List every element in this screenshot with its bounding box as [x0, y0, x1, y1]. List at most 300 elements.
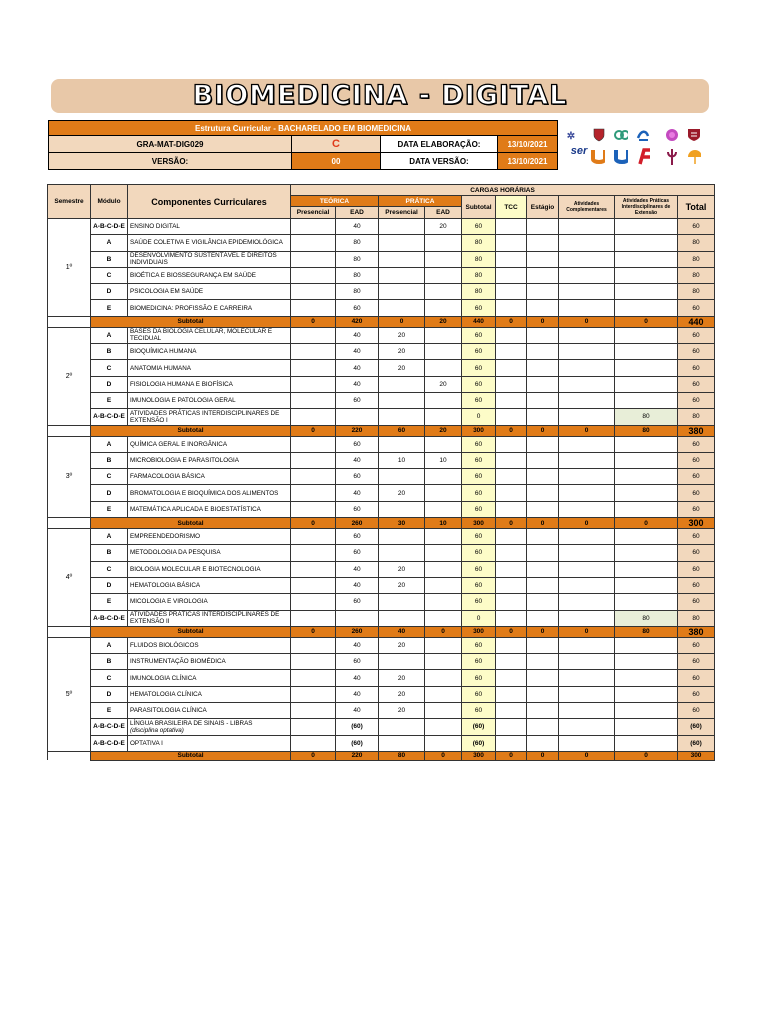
- pratica-presencial-cell: [379, 376, 425, 392]
- module-cell: D: [91, 284, 128, 300]
- subtotal-spacer: [48, 518, 91, 529]
- total-cell: 60: [678, 436, 715, 452]
- structure-title: Estrutura Curricular - BACHARELADO EM BIOMEDICINA: [49, 121, 558, 136]
- atividades-cell: [559, 267, 615, 283]
- teorica-presencial-cell: [291, 545, 336, 561]
- pratica-ead-cell: [425, 360, 462, 376]
- total-cell: 60: [678, 300, 715, 316]
- teorica-ead-cell: 40: [336, 219, 379, 235]
- table-row: [48, 719, 715, 735]
- module-cell: A: [91, 436, 128, 452]
- col-atividades: Atividades Complementares: [559, 196, 615, 219]
- module-cell: E: [91, 300, 128, 316]
- teorica-presencial-cell: [291, 452, 336, 468]
- total-cell: 60: [678, 219, 715, 235]
- tcc-cell: [496, 501, 527, 517]
- teorica-ead-cell: 80: [336, 235, 379, 251]
- teorica-ead-cell: 80: [336, 284, 379, 300]
- component-name: FISIOLOGIA HUMANA E BIOFÍSICA: [128, 376, 291, 392]
- module-cell: A: [91, 529, 128, 545]
- atividades-cell: [559, 344, 615, 360]
- teorica-ead-cell: 60: [336, 545, 379, 561]
- pratica-ead-cell: [425, 594, 462, 610]
- table-row: [48, 561, 715, 577]
- module-cell: D: [91, 577, 128, 593]
- col-componentes: Componentes Curriculares: [128, 185, 291, 219]
- component-name: EMPREENDEDORISMO: [128, 529, 291, 545]
- subtotal-est: 0: [527, 425, 559, 436]
- col-subtotal: Subtotal: [462, 196, 496, 219]
- col-semestre: Semestre: [48, 185, 91, 219]
- subtotal-row: [48, 751, 715, 760]
- teorica-presencial-cell: [291, 735, 336, 751]
- subtotal-cell: (60): [462, 735, 496, 751]
- atividades-cell: [559, 376, 615, 392]
- subtotal-label: Subtotal: [91, 626, 291, 637]
- table-row: [48, 703, 715, 719]
- teorica-presencial-cell: [291, 284, 336, 300]
- extensao-cell: [615, 251, 678, 267]
- pratica-presencial-cell: 20: [379, 670, 425, 686]
- tcc-cell: [496, 300, 527, 316]
- pratica-presencial-cell: [379, 251, 425, 267]
- pratica-ead-cell: [425, 686, 462, 702]
- teorica-ead-cell: 40: [336, 686, 379, 702]
- table-row: [48, 219, 715, 235]
- extensao-cell: [615, 327, 678, 343]
- subtotal-cell: 60: [462, 654, 496, 670]
- extensao-cell: [615, 637, 678, 653]
- pratica-presencial-cell: 20: [379, 360, 425, 376]
- table-row: [48, 735, 715, 751]
- subtotal-cell: (60): [462, 719, 496, 735]
- atividades-cell: [559, 670, 615, 686]
- subtotal-est: 0: [527, 751, 559, 760]
- subtotal-p1: 0: [291, 316, 336, 327]
- pratica-presencial-cell: [379, 267, 425, 283]
- component-name: PARASITOLOGIA CLÍNICA: [128, 703, 291, 719]
- tcc-cell: [496, 344, 527, 360]
- subtotal-e2: 0: [425, 751, 462, 760]
- teorica-presencial-cell: [291, 637, 336, 653]
- table-row: [48, 376, 715, 392]
- total-cell: 60: [678, 686, 715, 702]
- pratica-ead-cell: [425, 284, 462, 300]
- col-teorica-presencial: Presencial: [291, 207, 336, 219]
- atividades-cell: [559, 360, 615, 376]
- module-cell: C: [91, 561, 128, 577]
- teorica-presencial-cell: [291, 594, 336, 610]
- extensao-cell: [615, 686, 678, 702]
- estagio-cell: [527, 670, 559, 686]
- component-name: BROMATOLOGIA E BIOQUÍMICA DOS ALIMENTOS: [128, 485, 291, 501]
- component-name: QUÍMICA GERAL E INORGÂNICA: [128, 436, 291, 452]
- atividades-cell: [559, 485, 615, 501]
- col-pratica: PRÁTICA: [379, 196, 462, 207]
- atividades-cell: [559, 545, 615, 561]
- subtotal-est: 0: [527, 316, 559, 327]
- module-cell: A-B-C-D-E: [91, 219, 128, 235]
- table-row: [48, 610, 715, 626]
- total-cell: 60: [678, 344, 715, 360]
- extensao-cell: [615, 469, 678, 485]
- estagio-cell: [527, 485, 559, 501]
- subtotal-tcc: 0: [496, 518, 527, 529]
- subtotal-cell: 60: [462, 327, 496, 343]
- pratica-presencial-cell: [379, 719, 425, 735]
- subtotal-sub: 440: [462, 316, 496, 327]
- tcc-cell: [496, 251, 527, 267]
- component-name: MICROBIOLOGIA E PARASITOLOGIA: [128, 452, 291, 468]
- subtotal-e2: 20: [425, 425, 462, 436]
- table-row: [48, 284, 715, 300]
- subtotal-cell: 80: [462, 267, 496, 283]
- atividades-cell: [559, 235, 615, 251]
- estagio-cell: [527, 501, 559, 517]
- subtotal-cell: 60: [462, 637, 496, 653]
- tcc-cell: [496, 735, 527, 751]
- pratica-presencial-cell: [379, 529, 425, 545]
- pratica-presencial-cell: 20: [379, 485, 425, 501]
- partner-logos: [561, 124, 711, 172]
- pratica-presencial-cell: [379, 235, 425, 251]
- pratica-ead-cell: [425, 235, 462, 251]
- subtotal-p2: 0: [379, 316, 425, 327]
- atividades-cell: [559, 735, 615, 751]
- subtotal-tcc: 0: [496, 316, 527, 327]
- extensao-cell: [615, 529, 678, 545]
- subtotal-cell: 80: [462, 251, 496, 267]
- table-row: [48, 469, 715, 485]
- module-cell: B: [91, 251, 128, 267]
- umbrella-logo: [687, 150, 701, 164]
- subtotal-cell: 60: [462, 529, 496, 545]
- teorica-presencial-cell: [291, 436, 336, 452]
- f-logo: [636, 150, 650, 164]
- pratica-presencial-cell: 20: [379, 561, 425, 577]
- component-name: IMUNOLOGIA E PATOLOGIA GERAL: [128, 392, 291, 408]
- extensao-cell: [615, 376, 678, 392]
- col-pratica-presencial: Presencial: [379, 207, 425, 219]
- estagio-cell: [527, 529, 559, 545]
- module-cell: C: [91, 267, 128, 283]
- module-cell: E: [91, 703, 128, 719]
- pratica-presencial-cell: [379, 545, 425, 561]
- component-name: PSICOLOGIA EM SAÚDE: [128, 284, 291, 300]
- subtotal-total: 380: [678, 425, 715, 436]
- tcc-cell: [496, 469, 527, 485]
- atividades-cell: [559, 284, 615, 300]
- subtotal-cell: 60: [462, 670, 496, 686]
- tcc-cell: [496, 267, 527, 283]
- pratica-presencial-cell: [379, 594, 425, 610]
- subtotal-cell: 60: [462, 392, 496, 408]
- subtotal-spacer: [48, 626, 91, 637]
- teorica-presencial-cell: [291, 344, 336, 360]
- component-name: IMUNOLOGIA CLÍNICA: [128, 670, 291, 686]
- pratica-presencial-cell: [379, 501, 425, 517]
- tcc-cell: [496, 284, 527, 300]
- col-tcc: TCC: [496, 196, 527, 219]
- extensao-cell: [615, 561, 678, 577]
- subtotal-e1: 260: [336, 626, 379, 637]
- teorica-ead-cell: 40: [336, 360, 379, 376]
- subtotal-e2: 0: [425, 626, 462, 637]
- teorica-presencial-cell: [291, 300, 336, 316]
- subtotal-atv: 0: [559, 425, 615, 436]
- subtotal-cell: 60: [462, 686, 496, 702]
- subtotal-p2: 30: [379, 518, 425, 529]
- component-name: ANATOMIA HUMANA: [128, 360, 291, 376]
- subtotal-e2: 20: [425, 316, 462, 327]
- estagio-cell: [527, 469, 559, 485]
- atividades-cell: [559, 529, 615, 545]
- total-cell: 60: [678, 327, 715, 343]
- subtotal-ext: 0: [615, 751, 678, 760]
- pratica-presencial-cell: 20: [379, 703, 425, 719]
- subtotal-e1: 260: [336, 518, 379, 529]
- pratica-presencial-cell: [379, 409, 425, 425]
- estagio-cell: [527, 577, 559, 593]
- total-cell: (60): [678, 735, 715, 751]
- pratica-presencial-cell: [379, 219, 425, 235]
- extensao-cell: [615, 436, 678, 452]
- subtotal-cell: 80: [462, 235, 496, 251]
- pratica-presencial-cell: [379, 735, 425, 751]
- estagio-cell: [527, 392, 559, 408]
- crown-logo: [665, 150, 679, 164]
- teorica-ead-cell: 60: [336, 594, 379, 610]
- table-row: [48, 267, 715, 283]
- atividades-cell: [559, 577, 615, 593]
- module-cell: E: [91, 501, 128, 517]
- teorica-presencial-cell: [291, 485, 336, 501]
- subtotal-e1: 220: [336, 751, 379, 760]
- semester-label: 2º: [48, 327, 91, 425]
- estagio-cell: [527, 703, 559, 719]
- atividades-cell: [559, 703, 615, 719]
- component-name: BIOÉTICA E BIOSSEGURANÇA EM SAÚDE: [128, 267, 291, 283]
- table-row: [48, 637, 715, 653]
- estagio-cell: [527, 686, 559, 702]
- document-code-letter: C: [292, 136, 381, 153]
- teorica-ead-cell: 60: [336, 469, 379, 485]
- pratica-ead-cell: [425, 436, 462, 452]
- teorica-ead-cell: 40: [336, 344, 379, 360]
- total-cell: 60: [678, 452, 715, 468]
- subtotal-cell: 0: [462, 610, 496, 626]
- atividades-cell: [559, 719, 615, 735]
- teorica-presencial-cell: [291, 529, 336, 545]
- subtotal-e2: 10: [425, 518, 462, 529]
- teorica-presencial-cell: [291, 376, 336, 392]
- component-name: BIOQUÍMICA HUMANA: [128, 344, 291, 360]
- component-name: LÍNGUA BRASILEIRA DE SINAIS - LIBRAS (disciplina optativa): [128, 719, 291, 735]
- module-cell: D: [91, 686, 128, 702]
- subtotal-sub: 300: [462, 751, 496, 760]
- subtotal-atv: 0: [559, 518, 615, 529]
- total-cell: 80: [678, 235, 715, 251]
- subtotal-p1: 0: [291, 751, 336, 760]
- subtotal-cell: 60: [462, 485, 496, 501]
- pratica-ead-cell: [425, 409, 462, 425]
- subtotal-ext: 80: [615, 626, 678, 637]
- total-cell: 80: [678, 267, 715, 283]
- tcc-cell: [496, 545, 527, 561]
- atividades-cell: [559, 469, 615, 485]
- teorica-ead-cell: 40: [336, 561, 379, 577]
- subtotal-cell: 60: [462, 219, 496, 235]
- col-teorica: TEÓRICA: [291, 196, 379, 207]
- subtotal-atv: 0: [559, 626, 615, 637]
- subtotal-p2: 60: [379, 425, 425, 436]
- extensao-cell: [615, 219, 678, 235]
- tcc-cell: [496, 686, 527, 702]
- tcc-cell: [496, 670, 527, 686]
- component-note: (disciplina optativa): [130, 726, 184, 734]
- component-name: SAÚDE COLETIVA E VIGILÂNCIA EPIDEMIOLÓGICA: [128, 235, 291, 251]
- tcc-cell: [496, 392, 527, 408]
- subtotal-cell: 60: [462, 469, 496, 485]
- table-row: [48, 344, 715, 360]
- teorica-presencial-cell: [291, 670, 336, 686]
- subtotal-p2: 40: [379, 626, 425, 637]
- estagio-cell: [527, 360, 559, 376]
- subtotal-ext: 0: [615, 316, 678, 327]
- star-logo: ✲: [566, 130, 576, 142]
- elaboration-date: 13/10/2021: [498, 136, 558, 153]
- total-cell: 60: [678, 501, 715, 517]
- subtotal-total: 300: [678, 518, 715, 529]
- title-banner: [51, 79, 709, 113]
- component-name: ATIVIDADES PRÁTICAS INTERDISCIPLINARES DE EXTENSÃO I: [128, 409, 291, 425]
- table-row: [48, 654, 715, 670]
- pratica-presencial-cell: [379, 436, 425, 452]
- subtotal-row: [48, 425, 715, 436]
- module-cell: C: [91, 469, 128, 485]
- subtotal-ext: 80: [615, 425, 678, 436]
- estagio-cell: [527, 594, 559, 610]
- col-pratica-ead: EAD: [425, 207, 462, 219]
- pratica-ead-cell: [425, 300, 462, 316]
- pratica-presencial-cell: 20: [379, 637, 425, 653]
- subtotal-p1: 0: [291, 425, 336, 436]
- pratica-ead-cell: 20: [425, 376, 462, 392]
- total-cell: 80: [678, 409, 715, 425]
- pratica-presencial-cell: 20: [379, 327, 425, 343]
- component-name: BIOMEDICINA: PROFISSÃO E CARREIRA: [128, 300, 291, 316]
- pratica-ead-cell: [425, 637, 462, 653]
- teorica-ead-cell: 40: [336, 327, 379, 343]
- table-row: [48, 686, 715, 702]
- teorica-ead-cell: [336, 409, 379, 425]
- total-cell: 60: [678, 670, 715, 686]
- teorica-presencial-cell: [291, 409, 336, 425]
- pratica-ead-cell: [425, 485, 462, 501]
- subtotal-cell: 60: [462, 703, 496, 719]
- col-total: Total: [678, 196, 715, 219]
- semester-label: 5º: [48, 637, 91, 751]
- pratica-ead-cell: [425, 469, 462, 485]
- component-name: OPTATIVA I: [128, 735, 291, 751]
- curriculum-table: [47, 184, 715, 761]
- subtotal-sub: 300: [462, 626, 496, 637]
- pratica-ead-cell: [425, 670, 462, 686]
- subtotal-est: 0: [527, 626, 559, 637]
- teorica-presencial-cell: [291, 251, 336, 267]
- estagio-cell: [527, 219, 559, 235]
- subtotal-spacer: [48, 751, 91, 760]
- tcc-cell: [496, 360, 527, 376]
- teorica-ead-cell: 40: [336, 376, 379, 392]
- atividades-cell: [559, 327, 615, 343]
- teorica-ead-cell: 60: [336, 501, 379, 517]
- pratica-ead-cell: 10: [425, 452, 462, 468]
- subtotal-sub: 300: [462, 518, 496, 529]
- subtotal-cell: 60: [462, 344, 496, 360]
- module-cell: B: [91, 452, 128, 468]
- estagio-cell: [527, 545, 559, 561]
- teorica-ead-cell: 60: [336, 529, 379, 545]
- teorica-ead-cell: 40: [336, 485, 379, 501]
- tcc-cell: [496, 654, 527, 670]
- version-value: 00: [292, 153, 381, 170]
- module-cell: B: [91, 344, 128, 360]
- component-name: ENSINO DIGITAL: [128, 219, 291, 235]
- subtotal-total: 380: [678, 626, 715, 637]
- table-row: [48, 360, 715, 376]
- estagio-cell: [527, 284, 559, 300]
- table-row: [48, 670, 715, 686]
- subtotal-label: Subtotal: [91, 751, 291, 760]
- module-cell: B: [91, 654, 128, 670]
- swirl-logo: [636, 128, 650, 142]
- extensao-cell: [615, 719, 678, 735]
- extensao-cell: [615, 501, 678, 517]
- extensao-cell: [615, 703, 678, 719]
- link-logo: [614, 128, 628, 142]
- teorica-presencial-cell: [291, 219, 336, 235]
- extensao-cell: [615, 594, 678, 610]
- module-cell: A-B-C-D-E: [91, 409, 128, 425]
- subtotal-tcc: 0: [496, 425, 527, 436]
- col-estagio: Estágio: [527, 196, 559, 219]
- teorica-ead-cell: 60: [336, 392, 379, 408]
- module-cell: A: [91, 327, 128, 343]
- teorica-ead-cell: 40: [336, 703, 379, 719]
- tcc-cell: [496, 219, 527, 235]
- total-cell: (60): [678, 719, 715, 735]
- extensao-cell: [615, 300, 678, 316]
- ser-logo: ser: [570, 145, 588, 157]
- total-cell: 60: [678, 376, 715, 392]
- teorica-presencial-cell: [291, 267, 336, 283]
- total-cell: 60: [678, 469, 715, 485]
- teorica-presencial-cell: [291, 686, 336, 702]
- elaboration-label: DATA ELABORAÇÃO:: [381, 136, 498, 153]
- subtotal-p1: 0: [291, 626, 336, 637]
- teorica-ead-cell: 80: [336, 267, 379, 283]
- teorica-ead-cell: 40: [336, 637, 379, 653]
- subtotal-cell: 60: [462, 501, 496, 517]
- subtotal-cell: 60: [462, 376, 496, 392]
- module-cell: A: [91, 637, 128, 653]
- total-cell: 60: [678, 561, 715, 577]
- pratica-ead-cell: [425, 344, 462, 360]
- pratica-ead-cell: [425, 529, 462, 545]
- tcc-cell: [496, 409, 527, 425]
- extensao-cell: 80: [615, 409, 678, 425]
